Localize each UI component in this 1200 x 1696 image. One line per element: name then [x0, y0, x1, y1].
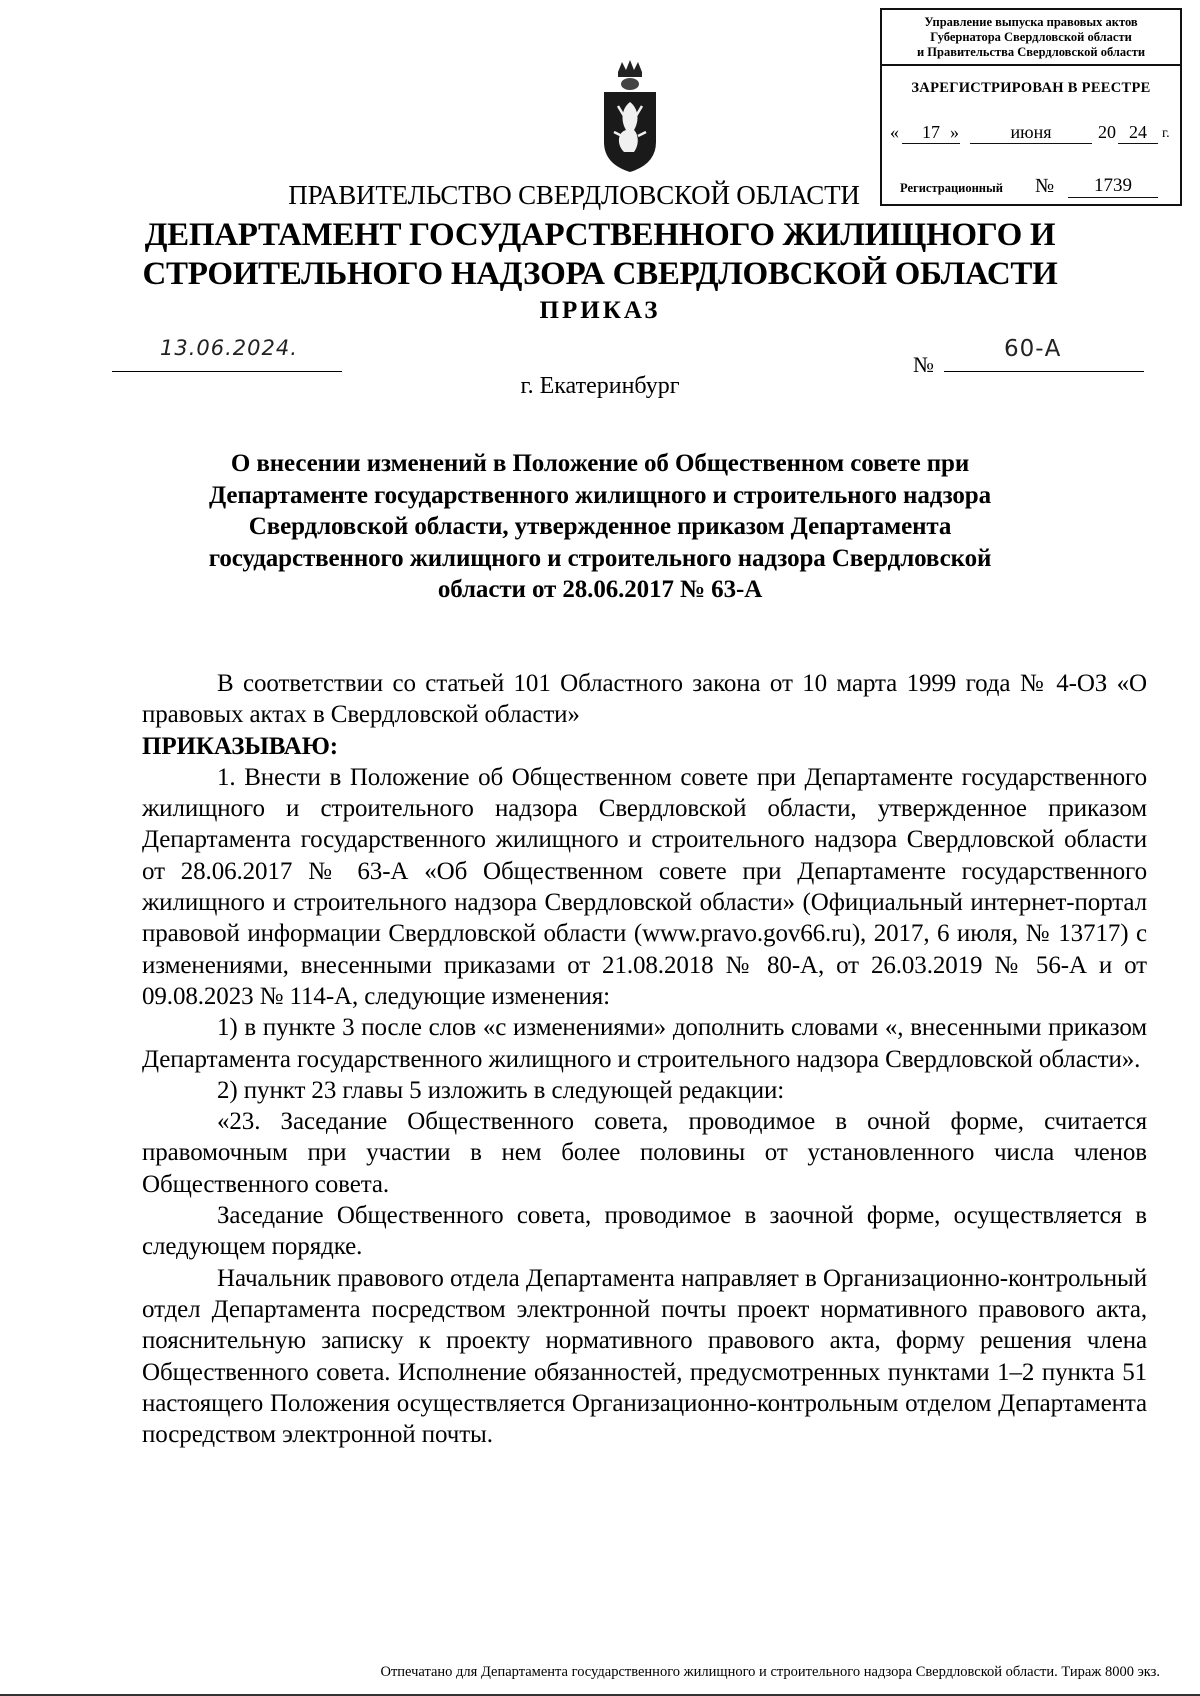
title-line5: области от 28.06.2017 № 63-А [437, 576, 763, 603]
city: г. Екатеринбург [520, 373, 680, 399]
paragraph-subitem-1: 1) в пункте 3 после слов «с изменениями» дополнить словами «, внесенными приказом Департамента государственного жилищного и строительного надзора Свердловской области». [142, 1014, 1147, 1073]
handwritten-number: 60-А [944, 336, 1144, 372]
stamp-issuer [882, 10, 1180, 66]
stamp-date-row [890, 122, 1176, 146]
paragraph-procedure: Начальник правового отдела Департамента направляет в Организационно-контрольный отдел Департамента посредством электронной почты проект нормативного правового акта, пояснительную записку к проекту нормативного правового акта, форму решения члена Общественного совета. Исполнение обязанностей, предусмотренных пунктами 1–2 пункта 51 настоящего Положения осуществляется Организационно-контрольным отделом Департамента посредством электронной почты. [142, 1264, 1147, 1449]
stamp-month: июня [970, 122, 1092, 144]
department-name-line2: СТРОИТЕЛЬНОГО НАДЗОРА СВЕРДЛОВСКОЙ ОБЛАСТИ [142, 256, 1058, 292]
document-type: ПРИКАЗ [539, 297, 661, 324]
stamp-year-prefix: 20 [1098, 122, 1116, 142]
title-line2: Департаменте государственного жилищного и строительного надзора [208, 481, 992, 509]
department-name-line1: ДЕПАРТАМЕНТ ГОСУДАРСТВЕННОГО ЖИЛИЩНОГО И [144, 217, 1056, 253]
title-line4: государственного жилищного и строительного надзора Свердловской [208, 544, 992, 572]
print-footer-note: Отпечатано для Департамента государственного жилищного и строительного надзора Свердловской области. Тираж 8000 экз. [380, 1664, 1160, 1680]
stamp-year-suffix: 24 [1118, 122, 1158, 144]
paragraph-basis: В соответствии со статьей 101 Областного закона от 10 марта 1999 года № 4-ОЗ «О правовых актах в Свердловской области» [142, 670, 1147, 729]
coat-of-arms-icon [600, 58, 660, 176]
stamp-reg-label: Регистрационный [900, 181, 1003, 195]
stamp-issuer-line3: и Правительства Свердловской области [916, 45, 1146, 59]
title-line1: О внесении изменений в Положение об Общественном совете при [230, 450, 970, 477]
paragraph-absentee-meeting: Заседание Общественного совета, проводимое в заочной форме, осуществляется в следующем порядке. [142, 1202, 1147, 1261]
department-name [0, 216, 1200, 294]
paragraph-point-23: «23. Заседание Общественного совета, проводимое в очной форме, считается правомочным при участии в нем более половины от установленного числа членов Общественного совета. [142, 1108, 1147, 1198]
stamp-quote-close: » [950, 122, 959, 142]
order-word: ПРИКАЗЫВАЮ: [142, 732, 338, 760]
stamp-day: 17 [902, 122, 960, 144]
handwritten-date: 13.06.2024. [112, 336, 342, 372]
paragraph-subitem-2: 2) пункт 23 главы 5 изложить в следующей редакции: [217, 1076, 785, 1104]
stamp-reg-number: 1739 [1068, 175, 1158, 198]
registry-stamp [880, 8, 1182, 206]
document-body [142, 668, 1147, 1450]
title-line3: Свердловской области, утвержденное приказом Департамента [248, 513, 952, 540]
stamp-quote-open: « [890, 122, 899, 142]
number-label: № [913, 352, 934, 377]
stamp-issuer-line1: Управление выпуска правовых актов [924, 15, 1138, 29]
paragraph-item-1: 1. Внести в Положение об Общественном совете при Департаменте государственного жилищного и строительного надзора Свердловской области, утвержденное приказом Департамента государственного жилищного и строительного надзора Свердловской области от 28.06.2017 № 63-А «Об Общественном совете при Департаменте государственного жилищного и строительного надзора Свердловской области» (Официальный интернет-портал правовой информации Свердловской области (www.pravo.gov66.ru), 2017, 6 июля, № 13717) с изменениями, внесенными приказами от 21.08.2018 № 80-А, от 26.03.2019 № 56-А и от 09.08.2023 № 114-А, следующие изменения: [142, 763, 1147, 1010]
document-title [0, 448, 1200, 606]
stamp-year-abbr: г. [1162, 126, 1170, 141]
stamp-issuer-line2: Губернатора Свердловской области [930, 30, 1132, 44]
stamp-registered-title: ЗАРЕГИСТРИРОВАН В РЕЕСТРЕ [911, 80, 1151, 96]
government-name: ПРАВИТЕЛЬСТВО СВЕРДЛОВСКОЙ ОБЛАСТИ [288, 180, 860, 210]
stamp-num-sign: № [1035, 175, 1055, 197]
